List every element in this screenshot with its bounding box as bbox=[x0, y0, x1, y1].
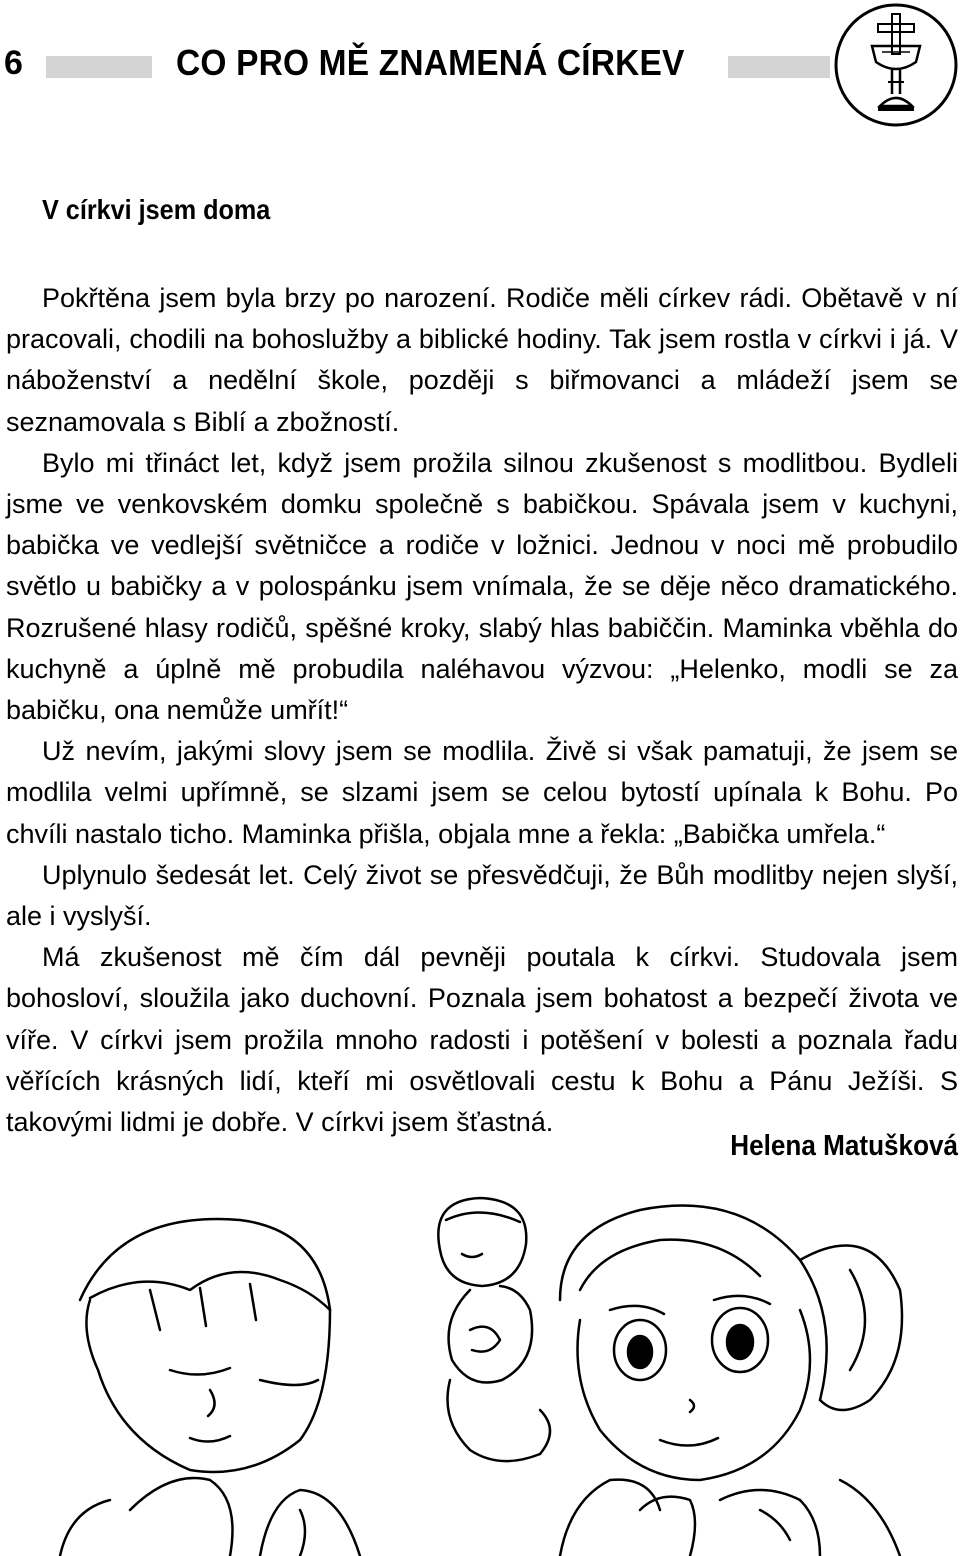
page-number: 6 bbox=[4, 44, 24, 82]
page-header bbox=[0, 0, 960, 130]
article-body bbox=[6, 278, 958, 1143]
paragraph: Už nevím, jakými slovy jsem se modlila. Živě si však pamatuji, že jsem se modlila velmi upřímně, se slzami jsem se celou bytostí upínala k Bohu. Po chvíli nastalo ticho. Maminka přišla, objala mne a řekla: „Babička umřela.“ bbox=[6, 736, 958, 849]
cross-chalice-icon bbox=[832, 2, 960, 128]
author-signature: Helena Matušková bbox=[730, 1130, 958, 1162]
paragraph: Pokřtěna jsem byla brzy po narození. Rodiče měli církev rádi. Obětavě v ní pracovali, chodili na bohoslužby a biblické hodiny. Tak jsem rostla v církvi i já. V náboženství a nedělní škole, později s biřmovanci a mládeží jsem se seznamovala s Biblí a zbožností. bbox=[6, 283, 958, 437]
paragraph: Bylo mi třináct let, když jsem prožila silnou zkušenost s modlitbou. Bydleli jsme ve venkovském domku společně s babičkou. Spávala jsem v kuchyni, babička ve vedlejší světničce a rodiče v ložnici. Jednou v noci mě probudilo světlo u babičky a v polospánku jsem vnímala, že se děje něco dramatického. Rozrušené hlasy rodičů, spěšné kroky, slabý hlas babiččin. Maminka vběhla do kuchyně a úplně mě probudila naléhavou výzvou: „Helenko, modli se za babičku, ona nemůže umřít!“ bbox=[6, 447, 958, 726]
praying-children-illustration bbox=[0, 1180, 960, 1556]
article-heading: V církvi jsem doma bbox=[42, 194, 271, 225]
header-bar-right bbox=[728, 56, 830, 78]
page-title: CO PRO MĚ ZNAMENÁ CÍRKEV bbox=[176, 42, 685, 83]
paragraph: Má zkušenost mě čím dál pevněji poutala k církvi. Studovala jsem bohosloví, sloužila jako duchovní. Poznala jsem bohatost a bezpečí života ve víře. V církvi jsem prožila mnoho radosti i potěšení v bolesti a poznala řadu věřících krásných lidí, kteří mi osvětlovali cestu k Bohu a Pánu Ježíši. S takovými lidmi je dobře. V církvi jsem šťastná. bbox=[6, 942, 958, 1138]
header-bar-left bbox=[46, 56, 152, 78]
paragraph: Uplynulo šedesát let. Celý život se přesvědčuji, že Bůh modlitby nejen slyší, ale i vyslyší. bbox=[6, 859, 958, 932]
